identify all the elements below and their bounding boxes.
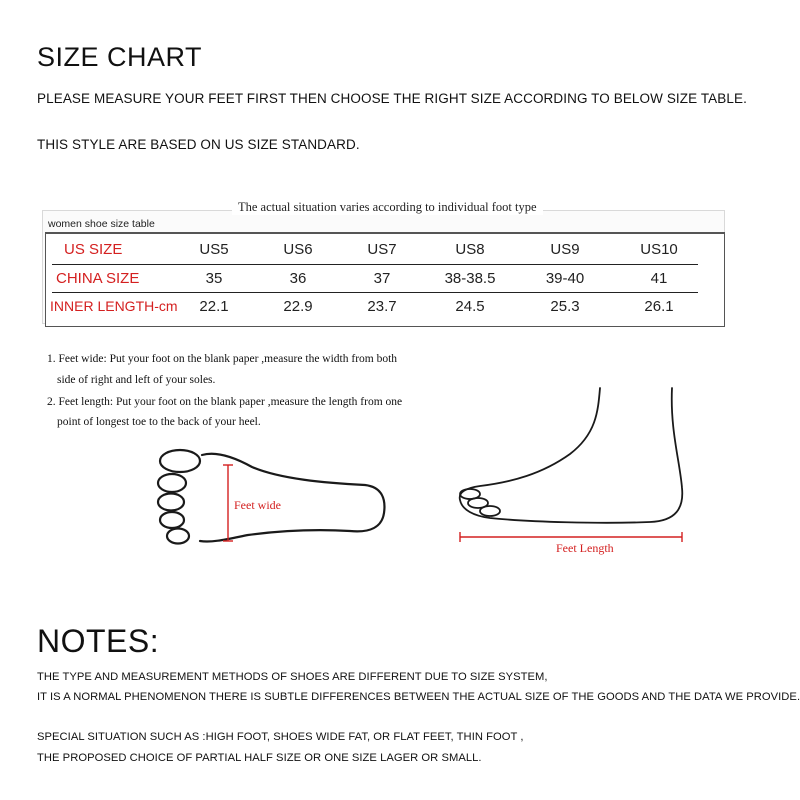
table-row-inner-length <box>46 293 724 320</box>
toe-big <box>160 450 200 472</box>
table-cell: 38-38.5 <box>444 270 496 287</box>
foot-side-diagram <box>450 382 700 552</box>
table-cell: 39-40 <box>545 270 585 287</box>
table-cell: 25.3 <box>550 298 580 315</box>
table-cell: US6 <box>283 241 313 258</box>
feet-length-label: Feet Length <box>556 541 614 555</box>
note-line: THE PROPOSED CHOICE OF PARTIAL HALF SIZE OR ONE SIZE LAGER OR SMALL. <box>37 752 482 764</box>
table-cell: US10 <box>640 241 678 258</box>
note-line: THE TYPE AND MEASUREMENT METHODS OF SHOES ARE DIFFERENT DUE TO SIZE SYSTEM, <box>37 671 548 683</box>
page-title: SIZE CHART <box>37 42 203 72</box>
table-cell: US7 <box>367 241 397 258</box>
note-line: IT IS A NORMAL PHENOMENON THERE IS SUBTLE DIFFERENCES BETWEEN THE ACTUAL SIZE OF THE GOODS AND THE DATA WE PROVIDE. <box>37 691 800 703</box>
table-cell: 26.1 <box>644 298 674 315</box>
toe-3 <box>158 494 184 511</box>
table-cell: 41 <box>650 270 668 287</box>
table-cell: 22.1 <box>199 298 229 315</box>
measure-instruction: PLEASE MEASURE YOUR FEET FIRST THEN CHOOSE THE RIGHT SIZE ACCORDING TO BELOW SIZE TABLE. <box>37 91 747 106</box>
table-row-us-size <box>46 236 724 263</box>
row-header: US SIZE <box>64 241 123 258</box>
instruction-feet-length-1: 2. Feet length: Put your foot on the blank paper ,measure the length from one <box>47 396 403 408</box>
table-cell: 23.7 <box>367 298 397 315</box>
toe-4 <box>160 512 184 528</box>
row-header: CHINA SIZE <box>56 270 140 287</box>
table-cell: US9 <box>550 241 580 258</box>
table-row-china-size <box>46 265 724 292</box>
instruction-feet-wide-1: 1. Feet wide: Put your foot on the blank paper ,measure the width from both <box>47 353 398 365</box>
toe <box>480 506 500 516</box>
foot-profile <box>460 388 683 523</box>
table-cell: US5 <box>199 241 229 258</box>
notes-title: NOTES: <box>37 623 160 659</box>
table-cell: 24.5 <box>455 298 485 315</box>
note-line: SPECIAL SITUATION SUCH AS :HIGH FOOT, SHOES WIDE FAT, OR FLAT FEET, THIN FOOT , <box>37 731 524 743</box>
toe-2 <box>158 474 186 492</box>
table-cell: US8 <box>455 241 485 258</box>
instruction-feet-length-2: point of longest toe to the back of your heel. <box>57 416 261 428</box>
row-header: INNER LENGTH-cm <box>50 298 178 314</box>
feet-wide-label: Feet wide <box>234 498 281 512</box>
instruction-feet-wide-2: side of right and left of your soles. <box>57 374 216 386</box>
size-table-label: women shoe size table <box>48 218 155 230</box>
table-cell: 36 <box>289 270 307 287</box>
standard-note: THIS STYLE ARE BASED ON US SIZE STANDARD. <box>37 137 360 152</box>
size-table-caption: The actual situation varies according to individual foot type <box>232 200 543 215</box>
table-cell: 35 <box>205 270 223 287</box>
toe-5 <box>167 529 189 544</box>
size-table-body <box>45 232 725 327</box>
table-cell: 22.9 <box>283 298 313 315</box>
table-cell: 37 <box>373 270 391 287</box>
size-table <box>42 196 725 324</box>
